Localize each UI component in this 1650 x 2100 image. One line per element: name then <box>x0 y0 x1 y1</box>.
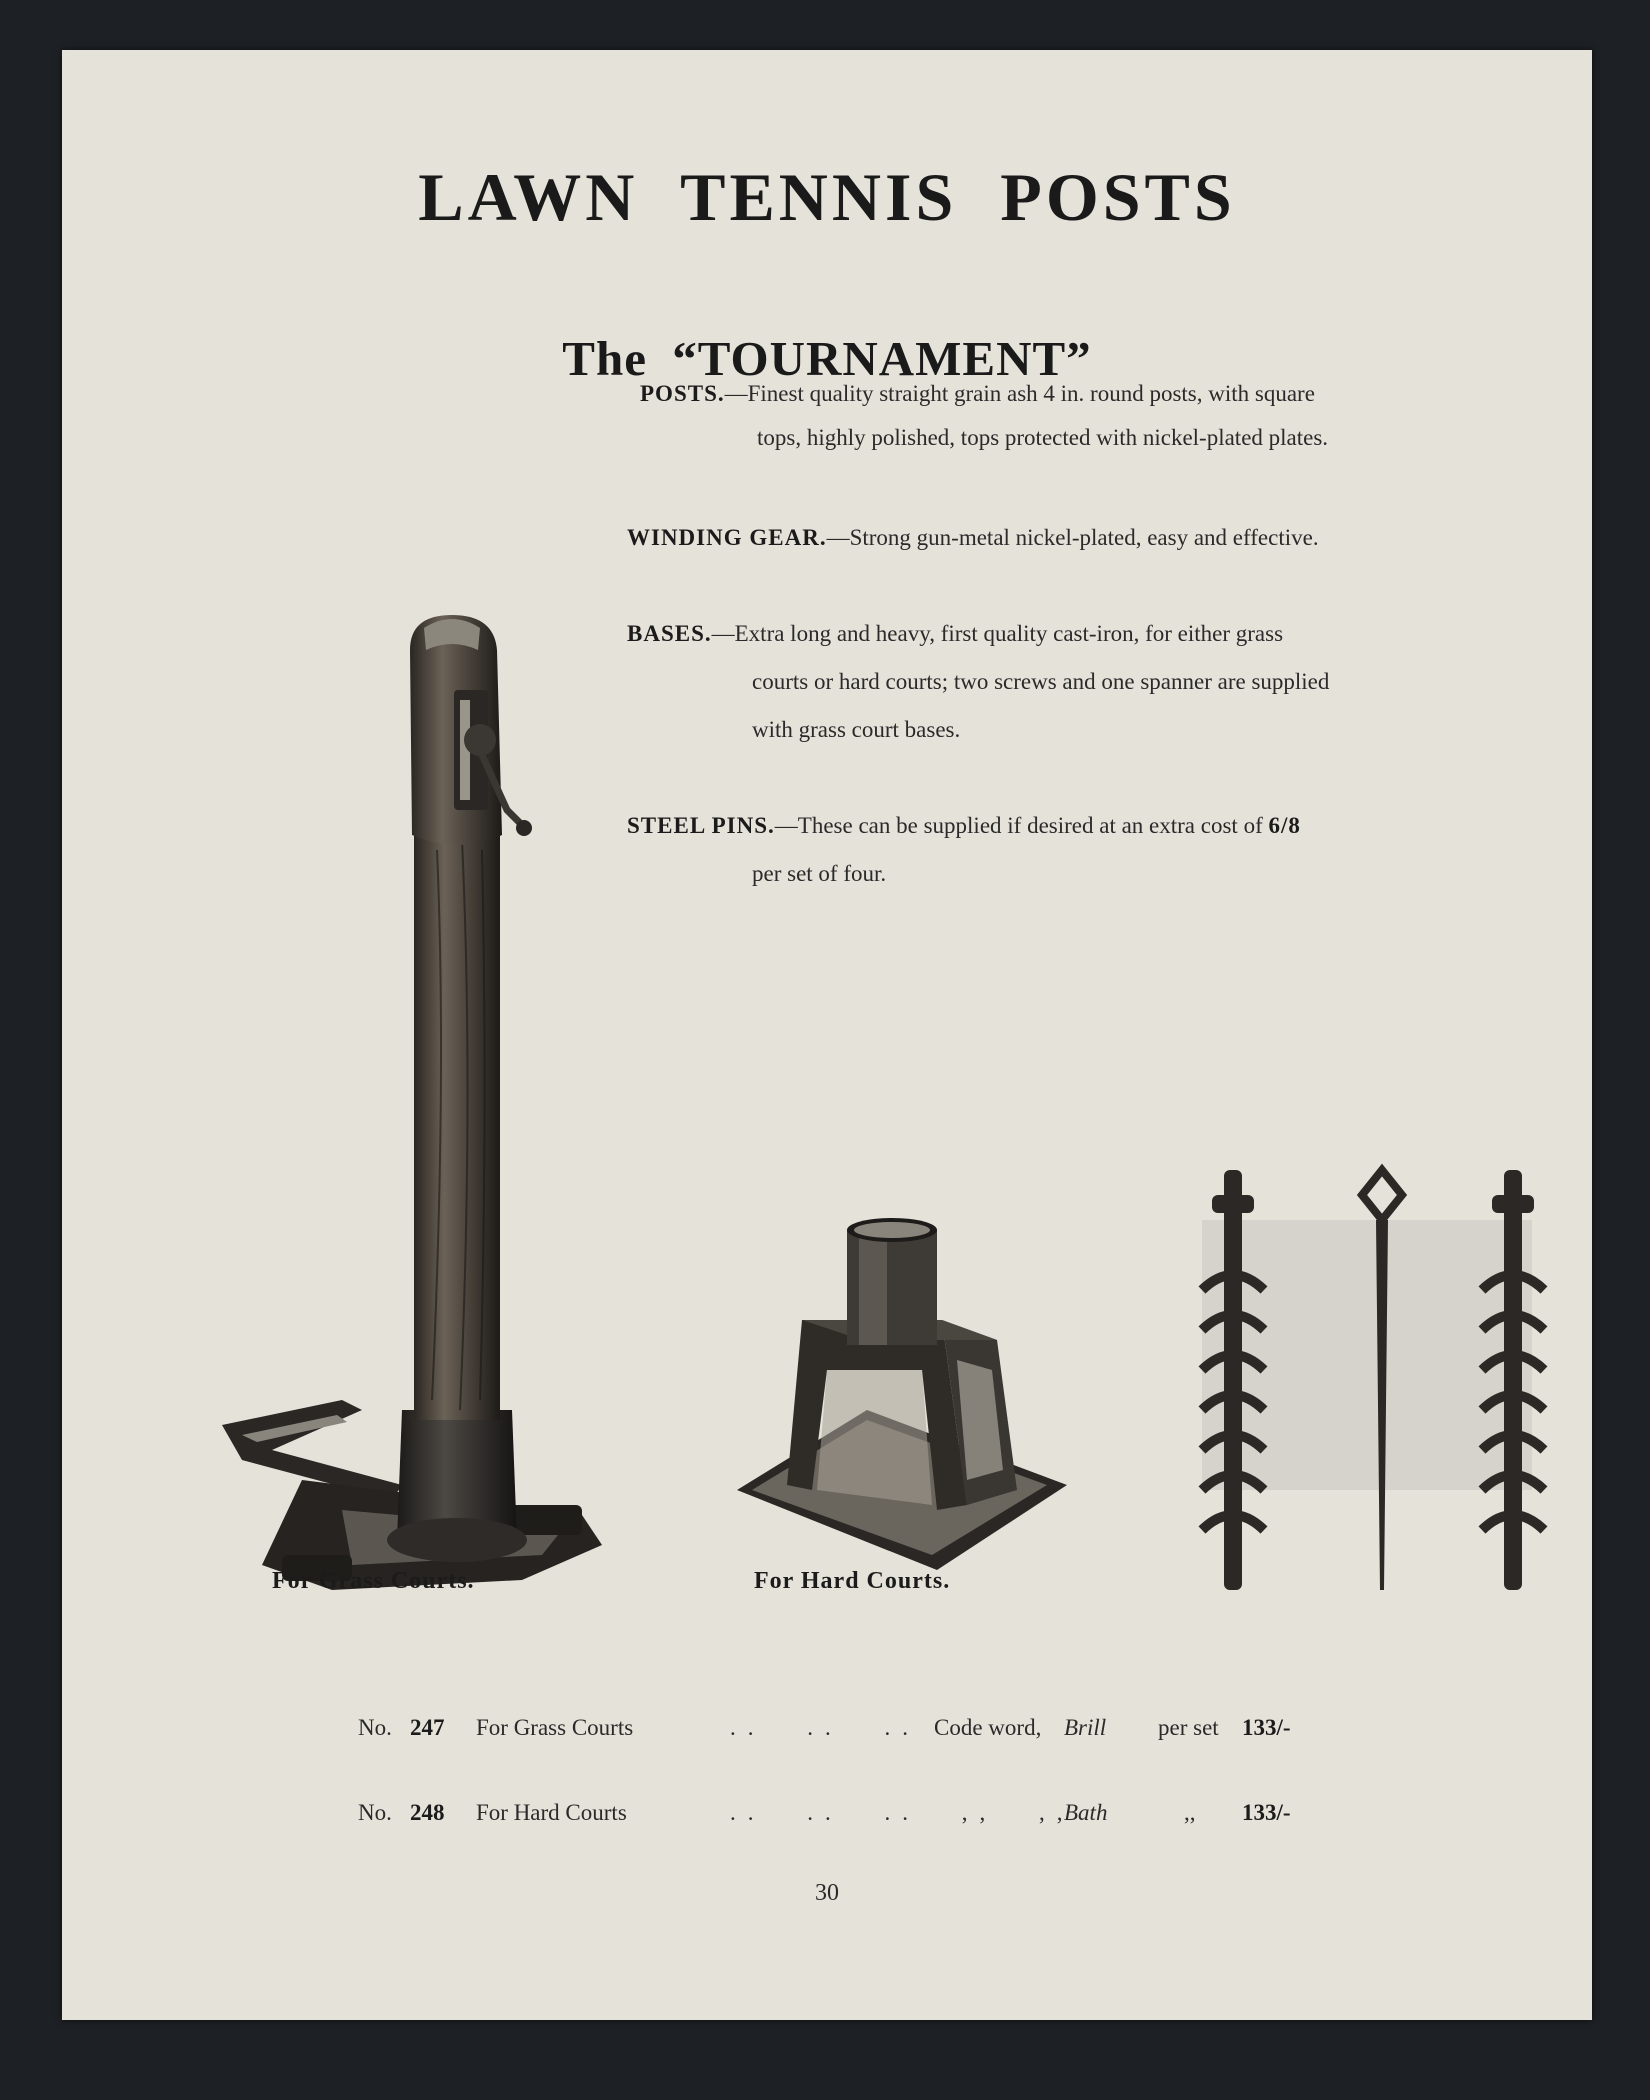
caption-hard-courts: For Hard Courts. <box>754 1568 951 1594</box>
catalogue-page <box>62 50 1592 2020</box>
spec-heading: STEEL PINS. <box>627 813 775 838</box>
spec-text: per set of four. <box>752 861 887 886</box>
price: 133/- <box>1242 1715 1291 1740</box>
code-word-label: Code word, <box>934 1715 1042 1740</box>
spec-winding-gear <box>627 516 1527 560</box>
product-subtitle: The “TOURNAMENT” <box>562 331 1092 386</box>
spec-heading: POSTS. <box>640 381 725 406</box>
spec-heading: BASES. <box>627 621 712 646</box>
spec-text: courts or hard courts; two screws and one spanner are supplied <box>752 669 1330 694</box>
item-number: 247 <box>410 1715 445 1740</box>
spec-bases <box>627 610 1547 754</box>
hard-court-base-illustration <box>727 1170 1087 1620</box>
spec-heading: WINDING GEAR. <box>627 525 827 550</box>
leader-dots: .. .. .. <box>730 1715 920 1740</box>
spec-text: with grass court bases. <box>752 717 961 742</box>
spec-steel-pins <box>627 802 1547 898</box>
price-row: No. 248 For Hard Courts .. .. .. ,, ,, Bath ,, 133/- <box>358 1800 1291 1825</box>
spec-text: —Extra long and heavy, first quality cast-iron, for either grass <box>711 621 1284 646</box>
grass-court-post-illustration <box>162 580 642 1620</box>
spec-text: —Strong gun-metal nickel-plated, easy and effective. <box>826 525 1319 550</box>
steel-pins-illustration <box>1172 1140 1572 1620</box>
page-number: 30 <box>815 1880 839 1906</box>
price-row: No. 247 For Grass Courts .. .. .. Code word, Brill per set 133/- <box>358 1715 1291 1740</box>
price-unit: ,, <box>1184 1800 1196 1825</box>
spec-cost: 6/8 <box>1268 813 1301 838</box>
spec-text: —These can be supplied if desired at an extra cost of <box>774 813 1269 838</box>
page-title: LAWN TENNIS POSTS <box>418 159 1236 235</box>
item-description: For Hard Courts <box>476 1800 627 1825</box>
spec-posts <box>632 372 1532 460</box>
spec-text: —Finest quality straight grain ash 4 in. round posts, with square <box>724 381 1315 406</box>
item-number: 248 <box>410 1800 445 1825</box>
price-unit: per set <box>1158 1715 1219 1740</box>
spec-text: tops, highly polished, tops protected with nickel-plated plates. <box>757 425 1329 450</box>
code-word: Bath <box>1064 1800 1108 1825</box>
leader-dots: .. .. .. ,, ,, <box>730 1800 1075 1825</box>
code-word: Brill <box>1064 1715 1107 1740</box>
caption-grass-courts: For Grass Courts. <box>272 1568 475 1594</box>
item-description: For Grass Courts <box>476 1715 634 1740</box>
price: 133/- <box>1242 1800 1291 1825</box>
